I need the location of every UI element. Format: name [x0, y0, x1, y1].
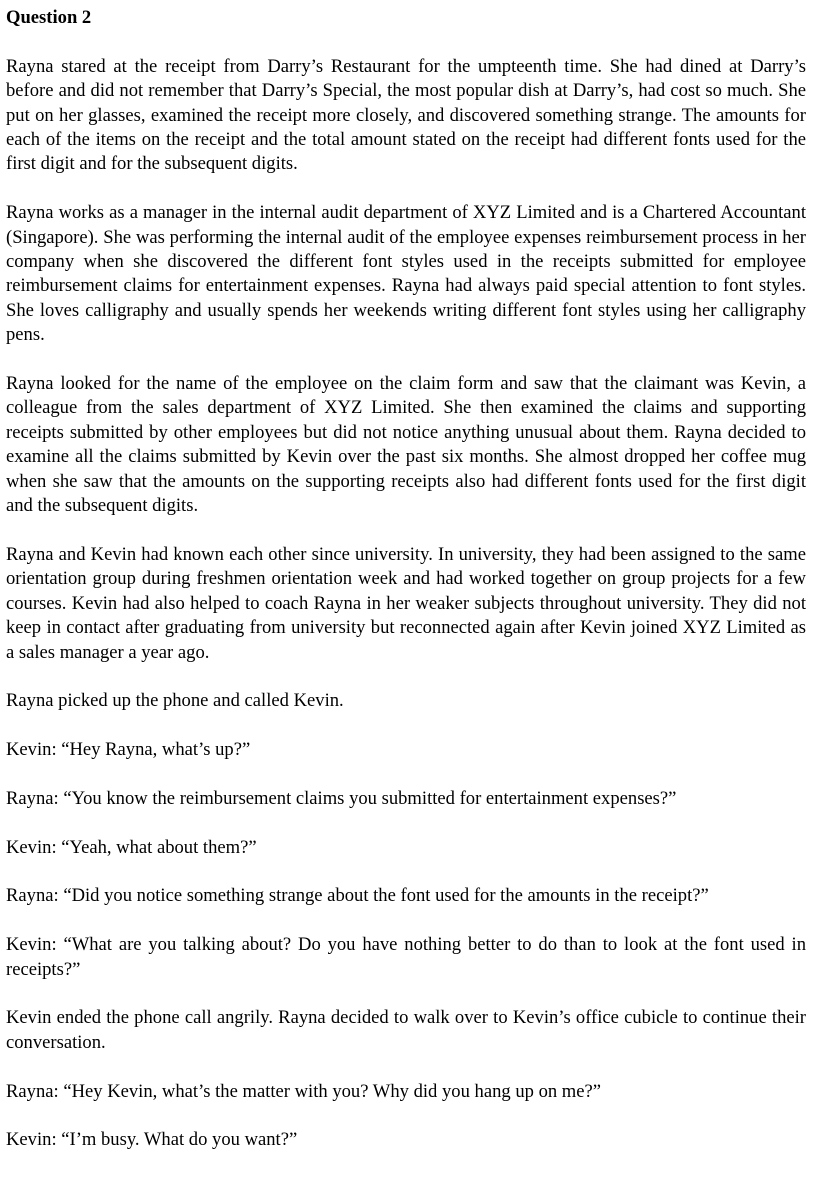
dialogue-line-3: Kevin: “Yeah, what about them?” [6, 836, 257, 858]
paragraph-call-ended: Kevin ended the phone call angrily. Rayna decided to walk over to Kevin’s office cubicle to continue their conversation. [6, 1007, 806, 1053]
paragraph-rayna-background: Rayna works as a manager in the internal audit department of XYZ Limited and is a Chartered Accountant (Singapore). She was performing the internal audit of the employee expenses reimbursement process in her company when she discovered the different font styles used in the receipts submitted for employee reimbursement claims for entertainment expenses. Rayna had always paid special attention to font styles. She loves calligraphy and usually spends her weekends writing different font styles using her calligraphy pens. [6, 202, 806, 346]
dialogue-line-1: Kevin: “Hey Rayna, what’s up?” [6, 739, 251, 761]
paragraph-receipt-discovery: Rayna stared at the receipt from Darry’s Restaurant for the umpteenth time. She had dined at Darry’s before and did not remember that Darry’s Special, the most popular dish at Darry’s, had cost so much. She put on her glasses, examined the receipt more closely, and discovered something strange. The amounts for each of the items on the receipt and the total amount stated on the receipt had different fonts used for the first digit and for the subsequent digits. [6, 55, 806, 175]
question-heading: Question 2 [6, 7, 92, 28]
dialogue-line-6: Rayna: “Hey Kevin, what’s the matter with you? Why did you hang up on me?” [6, 1080, 602, 1102]
paragraph-phone-call: Rayna picked up the phone and called Kevin. [6, 690, 344, 712]
dialogue-line-7: Kevin: “I’m busy. What do you want?” [6, 1129, 298, 1151]
paragraph-kevin-claims: Rayna looked for the name of the employee on the claim form and saw that the claimant was Kevin, a colleague from the sales department of XYZ Limited. She then examined the claims and supporting receipts submitted by other employees but did not notice anything unusual about them. Rayna decided to examine all the claims submitted by Kevin over the past six months. She almost dropped her coffee mug when she saw that the amounts on the supporting receipts also had different fonts used for the first digit and the subsequent digits. [6, 373, 806, 517]
dialogue-line-2: Rayna: “You know the reimbursement claims you submitted for entertainment expenses?” [6, 787, 677, 809]
dialogue-line-5: Kevin: “What are you talking about? Do you have nothing better to do than to look at the font used in receipts?” [6, 934, 806, 980]
dialogue-line-4: Rayna: “Did you notice something strange about the font used for the amounts in the receipt?” [6, 885, 709, 907]
document-page [6, 6, 806, 1177]
paragraph-university-history: Rayna and Kevin had known each other since university. In university, they had been assigned to the same orientation group during freshmen orientation week and had worked together on group projects for a few courses. Kevin had also helped to coach Rayna in her weaker subjects throughout university. They did not keep in contact after graduating from university but reconnected again after Kevin joined XYZ Limited as a sales manager a year ago. [6, 543, 806, 663]
